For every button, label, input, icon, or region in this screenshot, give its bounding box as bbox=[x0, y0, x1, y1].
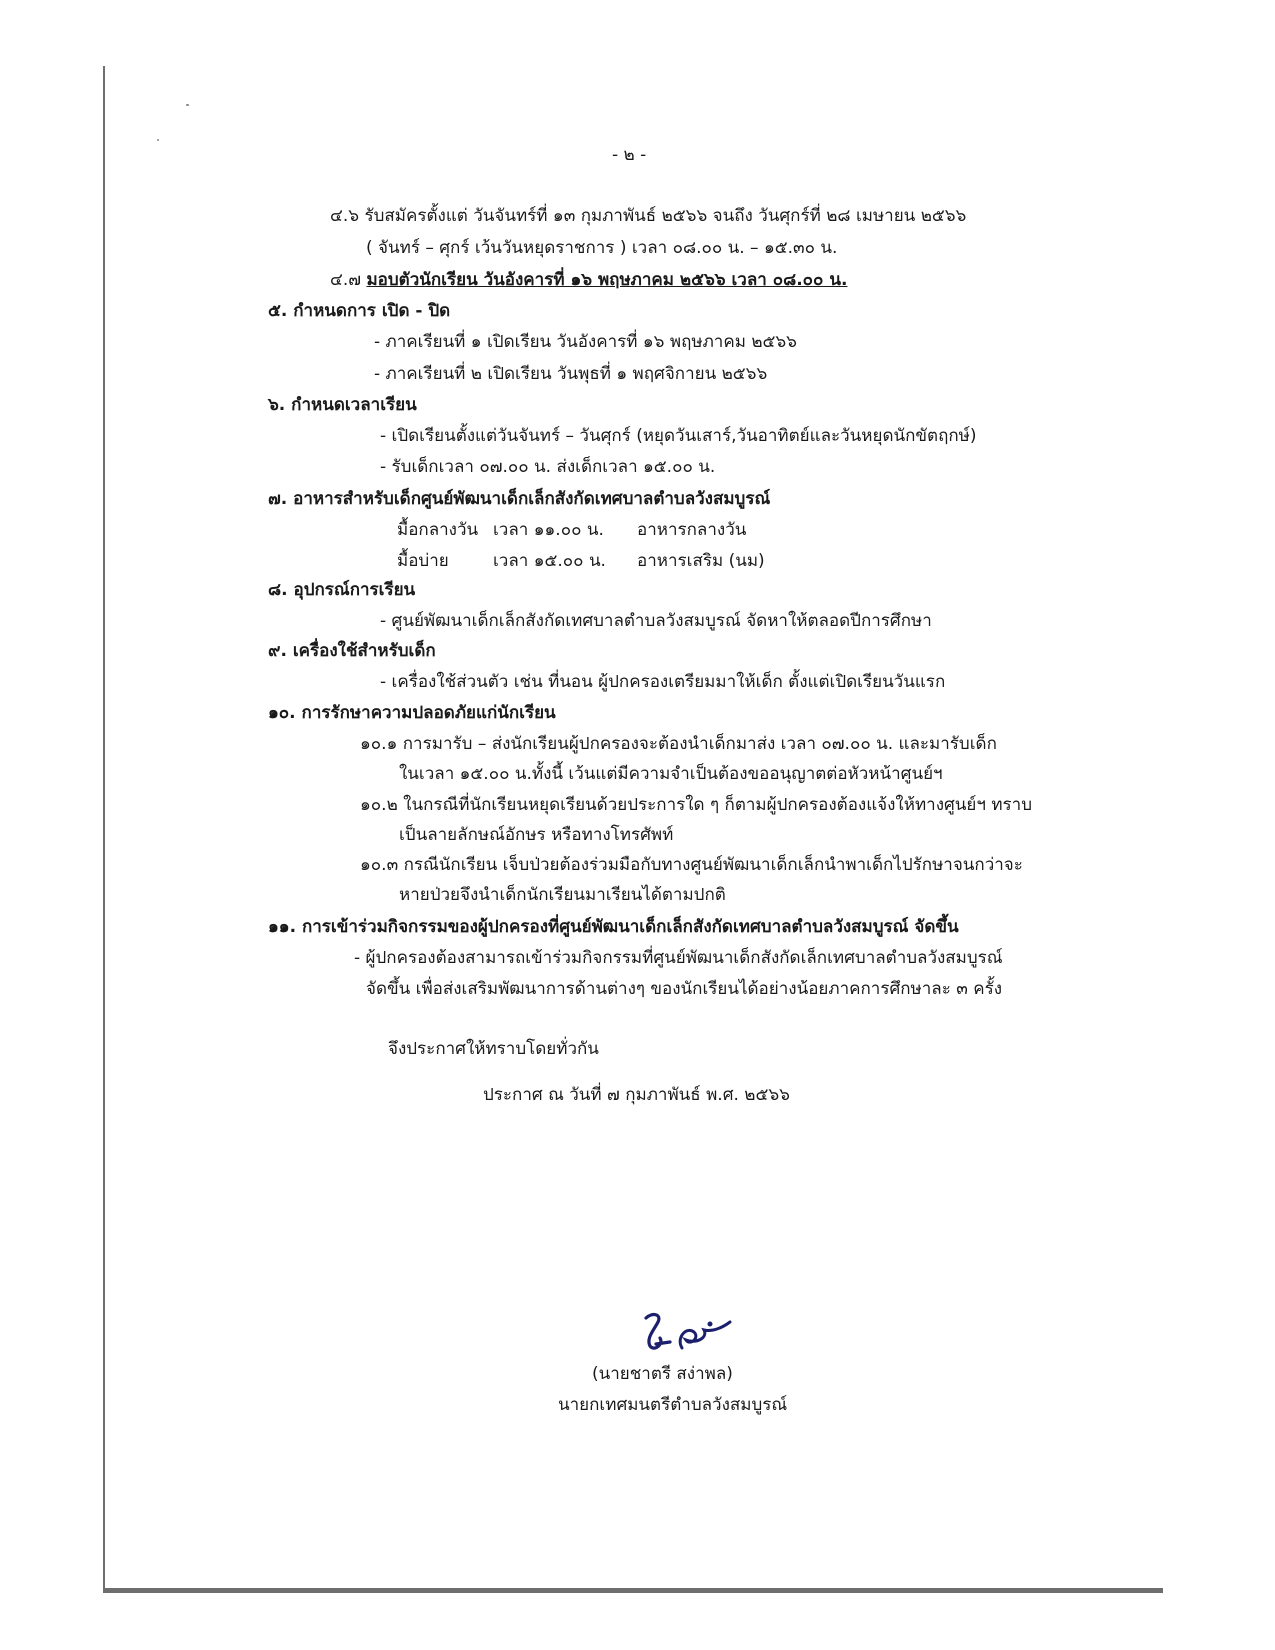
section10-1-line2: ในเวลา ๑๕.๐๐ น.ทั้งนี้ เว้นแต่มีความจำเป็นต้องขออนุญาตต่อหัวหน้าศูนย์ฯ bbox=[399, 764, 943, 784]
section5-heading: ๕. กำหนดการ เปิด - ปิด bbox=[268, 301, 451, 321]
section9-heading: ๙. เครื่องใช้สำหรับเด็ก bbox=[268, 641, 436, 661]
section10-2-line1: ๑๐.๒ ในกรณีที่นักเรียนหยุดเรียนด้วยประการใด ๆ ก็ตามผู้ปกครองต้องแจ้งให้ทางศูนย์ฯ ทราบ bbox=[360, 795, 1032, 815]
meal-lunch-time: เวลา ๑๑.๐๐ น. bbox=[493, 520, 604, 540]
meal-lunch-food: อาหารกลางวัน bbox=[637, 520, 747, 540]
section5-item-2: - ภาคเรียนที่ ๒ เปิดเรียน วันพุธที่ ๑ พฤศจิกายน ๒๕๖๖ bbox=[374, 364, 768, 384]
announcement-date: ประกาศ ณ วันที่ ๗ กุมภาพันธ์ พ.ศ. ๒๕๖๖ bbox=[483, 1085, 790, 1105]
section11-heading: ๑๑. การเข้าร่วมกิจกรรมของผู้ปกครองที่ศูนย์พัฒนาเด็กเล็กสังกัดเทศบาลตำบลวังสมบูรณ์ จัดขึ้น bbox=[268, 917, 959, 937]
section5-item-1: - ภาคเรียนที่ ๑ เปิดเรียน วันอังคารที่ ๑๖ พฤษภาคม ๒๕๖๖ bbox=[374, 332, 797, 352]
meal-afternoon-food: อาหารเสริม (นม) bbox=[637, 551, 765, 571]
scan-speck bbox=[157, 139, 159, 141]
meal-afternoon-name: มื้อบ่าย bbox=[397, 551, 449, 571]
scan-speck bbox=[186, 104, 189, 106]
section11-line1: - ผู้ปกครองต้องสามารถเข้าร่วมกิจกรรมที่ศูนย์พัฒนาเด็กสังกัดเล็กเทศบาลตำบลวังสมบูรณ์ bbox=[354, 948, 1003, 968]
section10-3-line1: ๑๐.๓ กรณีนักเรียน เจ็บป่วยต้องร่วมมือกับทางศูนย์พัฒนาเด็กเล็กนำพาเด็กไปรักษาจนกว่าจะ bbox=[360, 855, 1023, 875]
meal-afternoon-time: เวลา ๑๕.๐๐ น. bbox=[493, 551, 606, 571]
signer-name: (นายชาตรี สง่าพล) bbox=[592, 1364, 733, 1384]
item-4-6-line1: ๔.๖ รับสมัครตั้งแต่ วันจันทร์ที่ ๑๓ กุมภาพันธ์ ๒๕๖๖ จนถึง วันศุกร์ที่ ๒๘ เมษายน ๒๕๖๖ bbox=[330, 206, 967, 226]
item-4-6-line2: ( จันทร์ – ศุกร์ เว้นวันหยุดราชการ ) เวลา ๐๘.๐๐ น. – ๑๕.๓๐ น. bbox=[366, 238, 838, 258]
section7-heading: ๗. อาหารสำหรับเด็กศูนย์พัฒนาเด็กเล็กสังกัดเทศบาลตำบลวังสมบูรณ์ bbox=[268, 489, 771, 509]
section6-item-2: - รับเด็กเวลา ๐๗.๐๐ น. ส่งเด็กเวลา ๑๕.๐๐ น. bbox=[380, 457, 716, 477]
section10-heading: ๑๐. การรักษาความปลอดภัยแก่นักเรียน bbox=[268, 703, 556, 723]
section10-2-line2: เป็นลายลักษณ์อักษร หรือทางโทรศัพท์ bbox=[399, 825, 674, 845]
section11-line2: จัดขึ้น เพื่อส่งเสริมพัฒนาการด้านต่างๆ ของนักเรียนได้อย่างน้อยภาคการศึกษาละ ๓ ครั้ง bbox=[366, 979, 1003, 999]
page-number: - ๒ - bbox=[612, 145, 647, 165]
section6-heading: ๖. กำหนดเวลาเรียน bbox=[268, 395, 417, 415]
item-4-7-text: มอบตัวนักเรียน วันอังคารที่ ๑๖ พฤษภาคม ๒๕๖๖ เวลา ๐๘.๐๐ น. bbox=[366, 270, 848, 290]
paper-edge-left bbox=[103, 66, 105, 1591]
item-4-7-number: ๔.๗ bbox=[330, 270, 367, 290]
signature-image bbox=[638, 1308, 738, 1358]
section10-3-line2: หายป่วยจึงนำเด็กนักเรียนมาเรียนได้ตามปกติ bbox=[399, 885, 726, 905]
signer-title: นายกเทศมนตรีตำบลวังสมบูรณ์ bbox=[558, 1395, 788, 1415]
closing-statement: จึงประกาศให้ทราบโดยทั่วกัน bbox=[388, 1039, 599, 1059]
section9-item-1: - เครื่องใช้ส่วนตัว เช่น ที่นอน ผู้ปกครองเตรียมมาให้เด็ก ตั้งแต่เปิดเรียนวันแรก bbox=[380, 672, 946, 692]
section8-item-1: - ศูนย์พัฒนาเด็กเล็กสังกัดเทศบาลตำบลวังสมบูรณ์ จัดหาให้ตลอดปีการศึกษา bbox=[380, 611, 932, 631]
paper-edge-bottom bbox=[103, 1588, 1163, 1593]
meal-lunch-name: มื้อกลางวัน bbox=[397, 520, 479, 540]
section6-item-1: - เปิดเรียนตั้งแต่วันจันทร์ – วันศุกร์ (หยุดวันเสาร์,วันอาทิตย์และวันหยุดนักขัตฤกษ์) bbox=[380, 426, 977, 446]
item-4-7 bbox=[330, 268, 847, 292]
section10-1-line1: ๑๐.๑ การมารับ – ส่งนักเรียนผู้ปกครองจะต้องนำเด็กมาส่ง เวลา ๐๗.๐๐ น. และมารับเด็ก bbox=[360, 734, 997, 754]
section8-heading: ๘. อุปกรณ์การเรียน bbox=[268, 580, 416, 600]
